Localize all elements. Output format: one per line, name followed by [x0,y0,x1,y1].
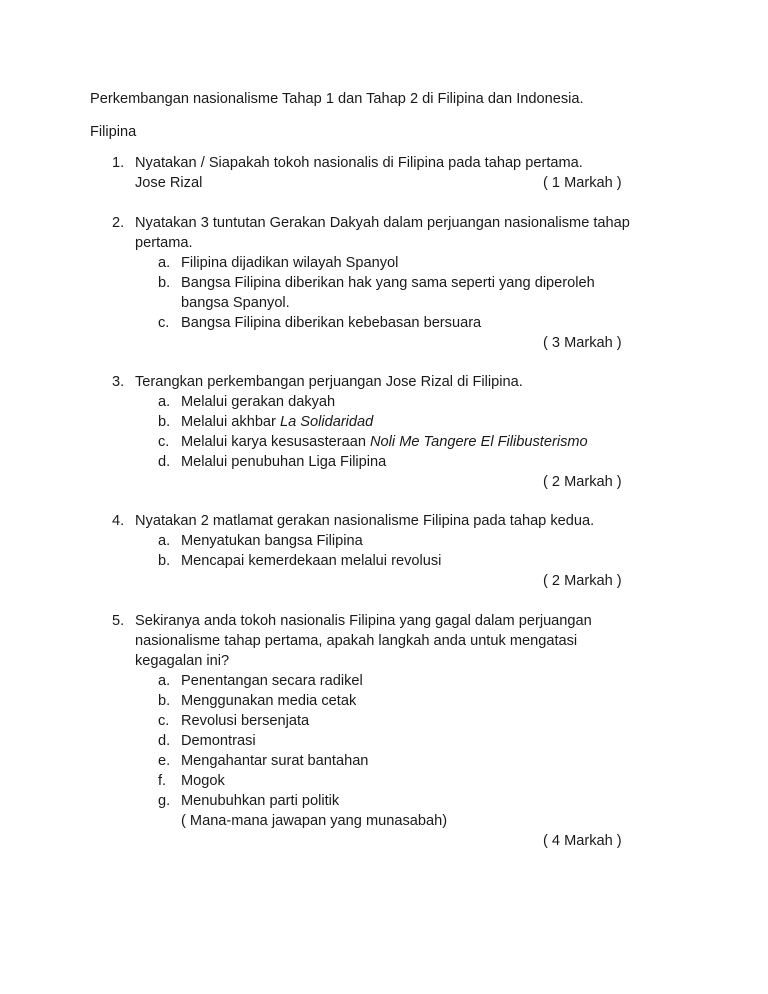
option-list [112,392,642,472]
option-text: Mogok [181,773,225,789]
option-item [112,711,642,731]
option-letter: g. [158,793,171,809]
option-text: Melalui penubuhan Liga Filipina [181,454,387,470]
question-number: 3. [112,374,125,390]
option-item [112,751,642,771]
option-letter: c. [158,713,170,729]
option-text: Melalui karya kesusasteraan [181,434,370,450]
marks-line [112,831,642,851]
option-text: Mencapai kemerdekaan melalui revolusi [181,553,442,569]
option-item [112,452,642,472]
question-text: Sekiranya anda tokoh nasionalis Filipina yang gagal dalam perjuangan nasionalisme tahap pertama, apakah langkah anda untuk mengatasi kegagalan ini? [135,613,592,669]
option-letter: a. [158,394,171,410]
question-number: 5. [112,613,125,629]
option-text: Mengahantar surat bantahan [181,753,369,769]
option-text: Menyatukan bangsa Filipina [181,533,363,549]
marks-label: ( 2 Markah ) [543,474,622,490]
option-letter: d. [158,454,171,470]
option-item [112,273,642,313]
question-1 [112,153,642,193]
option-letter: b. [158,414,171,430]
option-italic-title: Noli Me Tangere El Filibusterismo [370,434,588,450]
option-letter: e. [158,753,171,769]
option-item [112,671,642,691]
question-text: Nyatakan 3 tuntutan Gerakan Dakyah dalam perjuangan nasionalisme tahap pertama. [135,215,630,251]
option-list [112,531,642,571]
page-title: Perkembangan nasionalisme Tahap 1 dan Tahap 2 di Filipina dan Indonesia. [90,91,584,107]
answer-text: Jose Rizal [135,175,203,191]
answer-line [135,173,642,193]
option-item [112,313,642,333]
option-item [112,412,642,432]
marks-line [112,472,642,492]
option-letter: a. [158,673,171,689]
question-2 [112,213,642,353]
option-item [112,392,642,412]
option-text: Bangsa Filipina diberikan hak yang sama seperti yang diperoleh bangsa Spanyol. [181,275,595,311]
question-text: Nyatakan 2 matlamat gerakan nasionalisme Filipina pada tahap kedua. [135,513,595,529]
option-letter: a. [158,533,171,549]
option-item [112,253,642,273]
option-list [112,671,642,811]
option-item [112,432,642,452]
question-text: Terangkan perkembangan perjuangan Jose Rizal di Filipina. [135,374,523,390]
option-item [112,531,642,551]
question-number: 4. [112,513,125,529]
option-text: Melalui gerakan dakyah [181,394,336,410]
option-letter: c. [158,434,170,450]
question-number: 1. [112,155,125,171]
option-letter: d. [158,733,171,749]
section-heading: Filipina [90,124,137,140]
question-5 [112,611,642,851]
option-text: Menubuhkan parti politik [181,793,340,809]
option-item [112,731,642,751]
marks-line [112,571,642,591]
option-italic-title: La Solidaridad [279,414,374,430]
question-3 [112,372,642,492]
marks-label: ( 2 Markah ) [543,573,622,589]
option-item [112,771,642,791]
option-text: Filipina dijadikan wilayah Spanyol [181,255,399,271]
option-item [112,691,642,711]
option-list [112,253,642,333]
option-letter: b. [158,275,171,291]
option-text: Bangsa Filipina diberikan kebebasan bersuara [181,315,482,331]
marks-label: ( 3 Markah ) [543,335,622,351]
option-item [112,551,642,571]
option-letter: b. [158,553,171,569]
option-text: Penentangan secara radikel [181,673,363,689]
option-text: Menggunakan media cetak [181,693,357,709]
option-text: Revolusi bersenjata [181,713,310,729]
question-number: 2. [112,215,125,231]
option-letter: b. [158,693,171,709]
marks-label: ( 4 Markah ) [543,833,622,849]
question-4 [112,511,642,591]
answer-note: ( Mana-mana jawapan yang munasabah) [181,813,448,829]
option-letter: c. [158,315,170,331]
option-letter: a. [158,255,171,271]
question-text: Nyatakan / Siapakah tokoh nasionalis di Filipina pada tahap pertama. [135,155,583,171]
marks-line [112,333,642,353]
option-text: Melalui akhbar [181,414,280,430]
option-letter: f. [158,773,167,789]
option-item [112,791,642,811]
option-text: Demontrasi [181,733,256,749]
marks-label: ( 1 Markah ) [543,175,622,191]
